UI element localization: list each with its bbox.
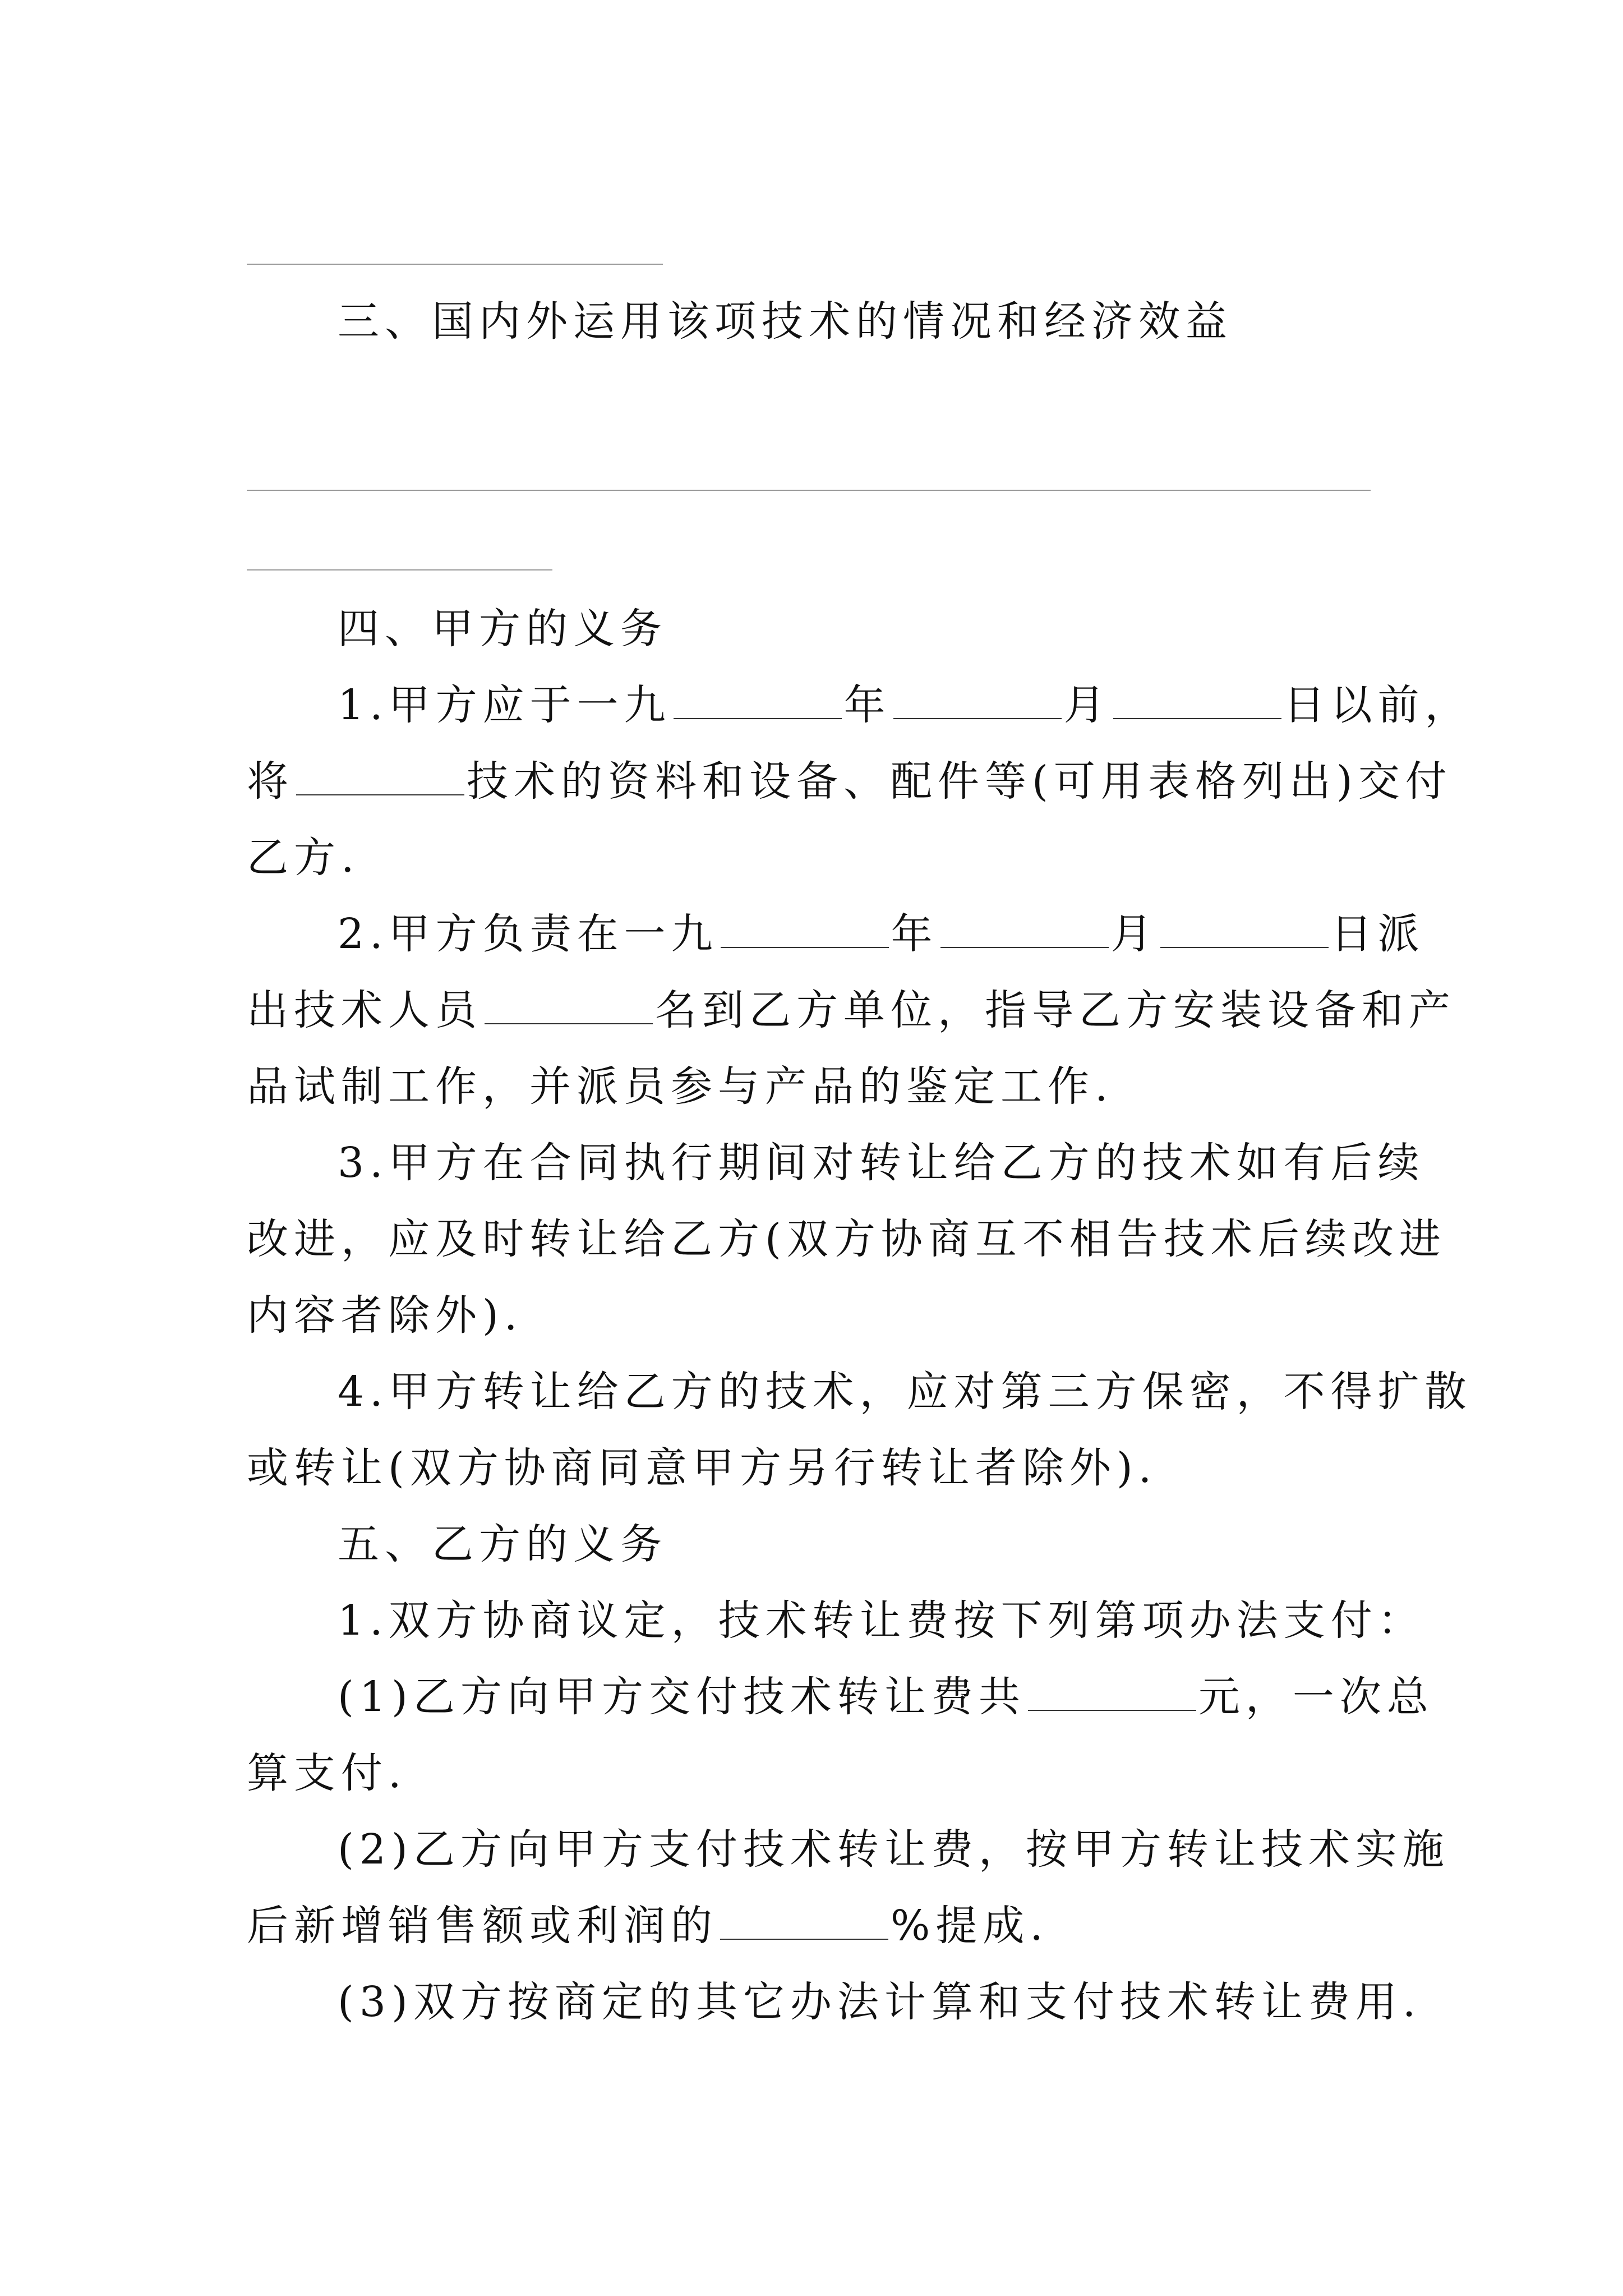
dispatch-year-blank[interactable] xyxy=(721,911,889,948)
s4-item1-text6: 技术的资料和设备、配件等(可用表格列出)交付 xyxy=(467,757,1453,806)
fee-amount-blank[interactable] xyxy=(1028,1674,1196,1711)
s4-item1-text5: 将 xyxy=(247,757,294,806)
s4-item2-text5: 出技术人员 xyxy=(247,986,482,1034)
fill-in-line-long xyxy=(247,490,1371,491)
s4-item1-text1: 1.甲方应于一九 xyxy=(338,681,671,729)
s4-item3-line3: 内容者除外). xyxy=(247,1291,523,1340)
s5-opt1-text2: 元，一次总 xyxy=(1198,1673,1434,1721)
section-5-heading: 五、乙方的义务 xyxy=(338,1520,667,1568)
s4-item3-line1: 3.甲方在合同执行期间对转让给乙方的技术如有后续 xyxy=(338,1139,1425,1187)
s4-item2-text4: 日派 xyxy=(1330,910,1425,958)
s4-item1-text3: 月 xyxy=(1063,681,1111,729)
s5-opt2-line2 xyxy=(247,1888,1391,1964)
s5-opt1-line1 xyxy=(247,1659,1434,1735)
section-3-block xyxy=(247,283,1391,360)
s4-item2-text1: 2.甲方负责在一九 xyxy=(338,910,718,958)
s4-item1-text2: 年 xyxy=(843,681,891,729)
s5-opt2-text3: %提成. xyxy=(891,1902,1049,1950)
fill-in-line-top xyxy=(247,264,663,265)
section-4-heading: 四、甲方的义务 xyxy=(338,605,667,653)
s4-item3-line2: 改进，应及时转让给乙方(双方协商互不相告技术后续改进 xyxy=(247,1215,1446,1263)
dispatch-month-blank[interactable] xyxy=(940,911,1109,948)
s4-item4-line2: 或转让(双方协商同意甲方另行转让者除外). xyxy=(247,1444,1158,1492)
s4-item1-text4: 日以前， xyxy=(1283,681,1472,729)
s4-item4-line1: 4.甲方转让给乙方的技术，应对第三方保密，不得扩散 xyxy=(338,1368,1472,1416)
s4-item2-line1 xyxy=(247,896,1425,972)
technology-name-blank[interactable] xyxy=(296,758,464,795)
s5-opt3-line: (3)双方按商定的其它办法计算和支付技术转让费用. xyxy=(338,1978,1422,2026)
s4-item2-text6: 名到乙方单位，指导乙方安装设备和产 xyxy=(655,986,1456,1034)
s5-opt1-text1: (1)乙方向甲方交付技术转让费共 xyxy=(338,1673,1026,1721)
s5-opt2-text2: 后新增销售额或利润的 xyxy=(247,1902,718,1950)
s4-item2-text2: 年 xyxy=(891,910,938,958)
staff-count-blank[interactable] xyxy=(485,987,653,1024)
s4-item2-text3: 月 xyxy=(1110,910,1158,958)
s5-item1-line: 1.双方协商议定，技术转让费按下列第项办法支付： xyxy=(338,1596,1425,1645)
dispatch-day-blank[interactable] xyxy=(1160,911,1329,948)
year-blank[interactable] xyxy=(674,682,842,719)
s4-item2-line3: 品试制工作，并派员参与产品的鉴定工作. xyxy=(247,1062,1114,1111)
percentage-blank[interactable] xyxy=(720,1903,888,1940)
fill-in-line-short xyxy=(247,569,552,570)
main-text-block xyxy=(247,591,1472,2040)
day-blank[interactable] xyxy=(1113,682,1281,719)
s4-item1-line2 xyxy=(247,743,1453,820)
section-3-heading: 三、国内外运用该项技术的情况和经济效益 xyxy=(338,297,1233,346)
s4-item2-line2 xyxy=(247,972,1456,1048)
s5-opt2-line1: (2)乙方向甲方支付技术转让费，按甲方转让技术实施 xyxy=(338,1825,1450,1874)
s5-opt1-line2: 算支付. xyxy=(247,1749,407,1797)
month-blank[interactable] xyxy=(893,682,1062,719)
s4-item1-line3: 乙方. xyxy=(247,834,360,882)
s4-item1-line1 xyxy=(247,667,1472,743)
